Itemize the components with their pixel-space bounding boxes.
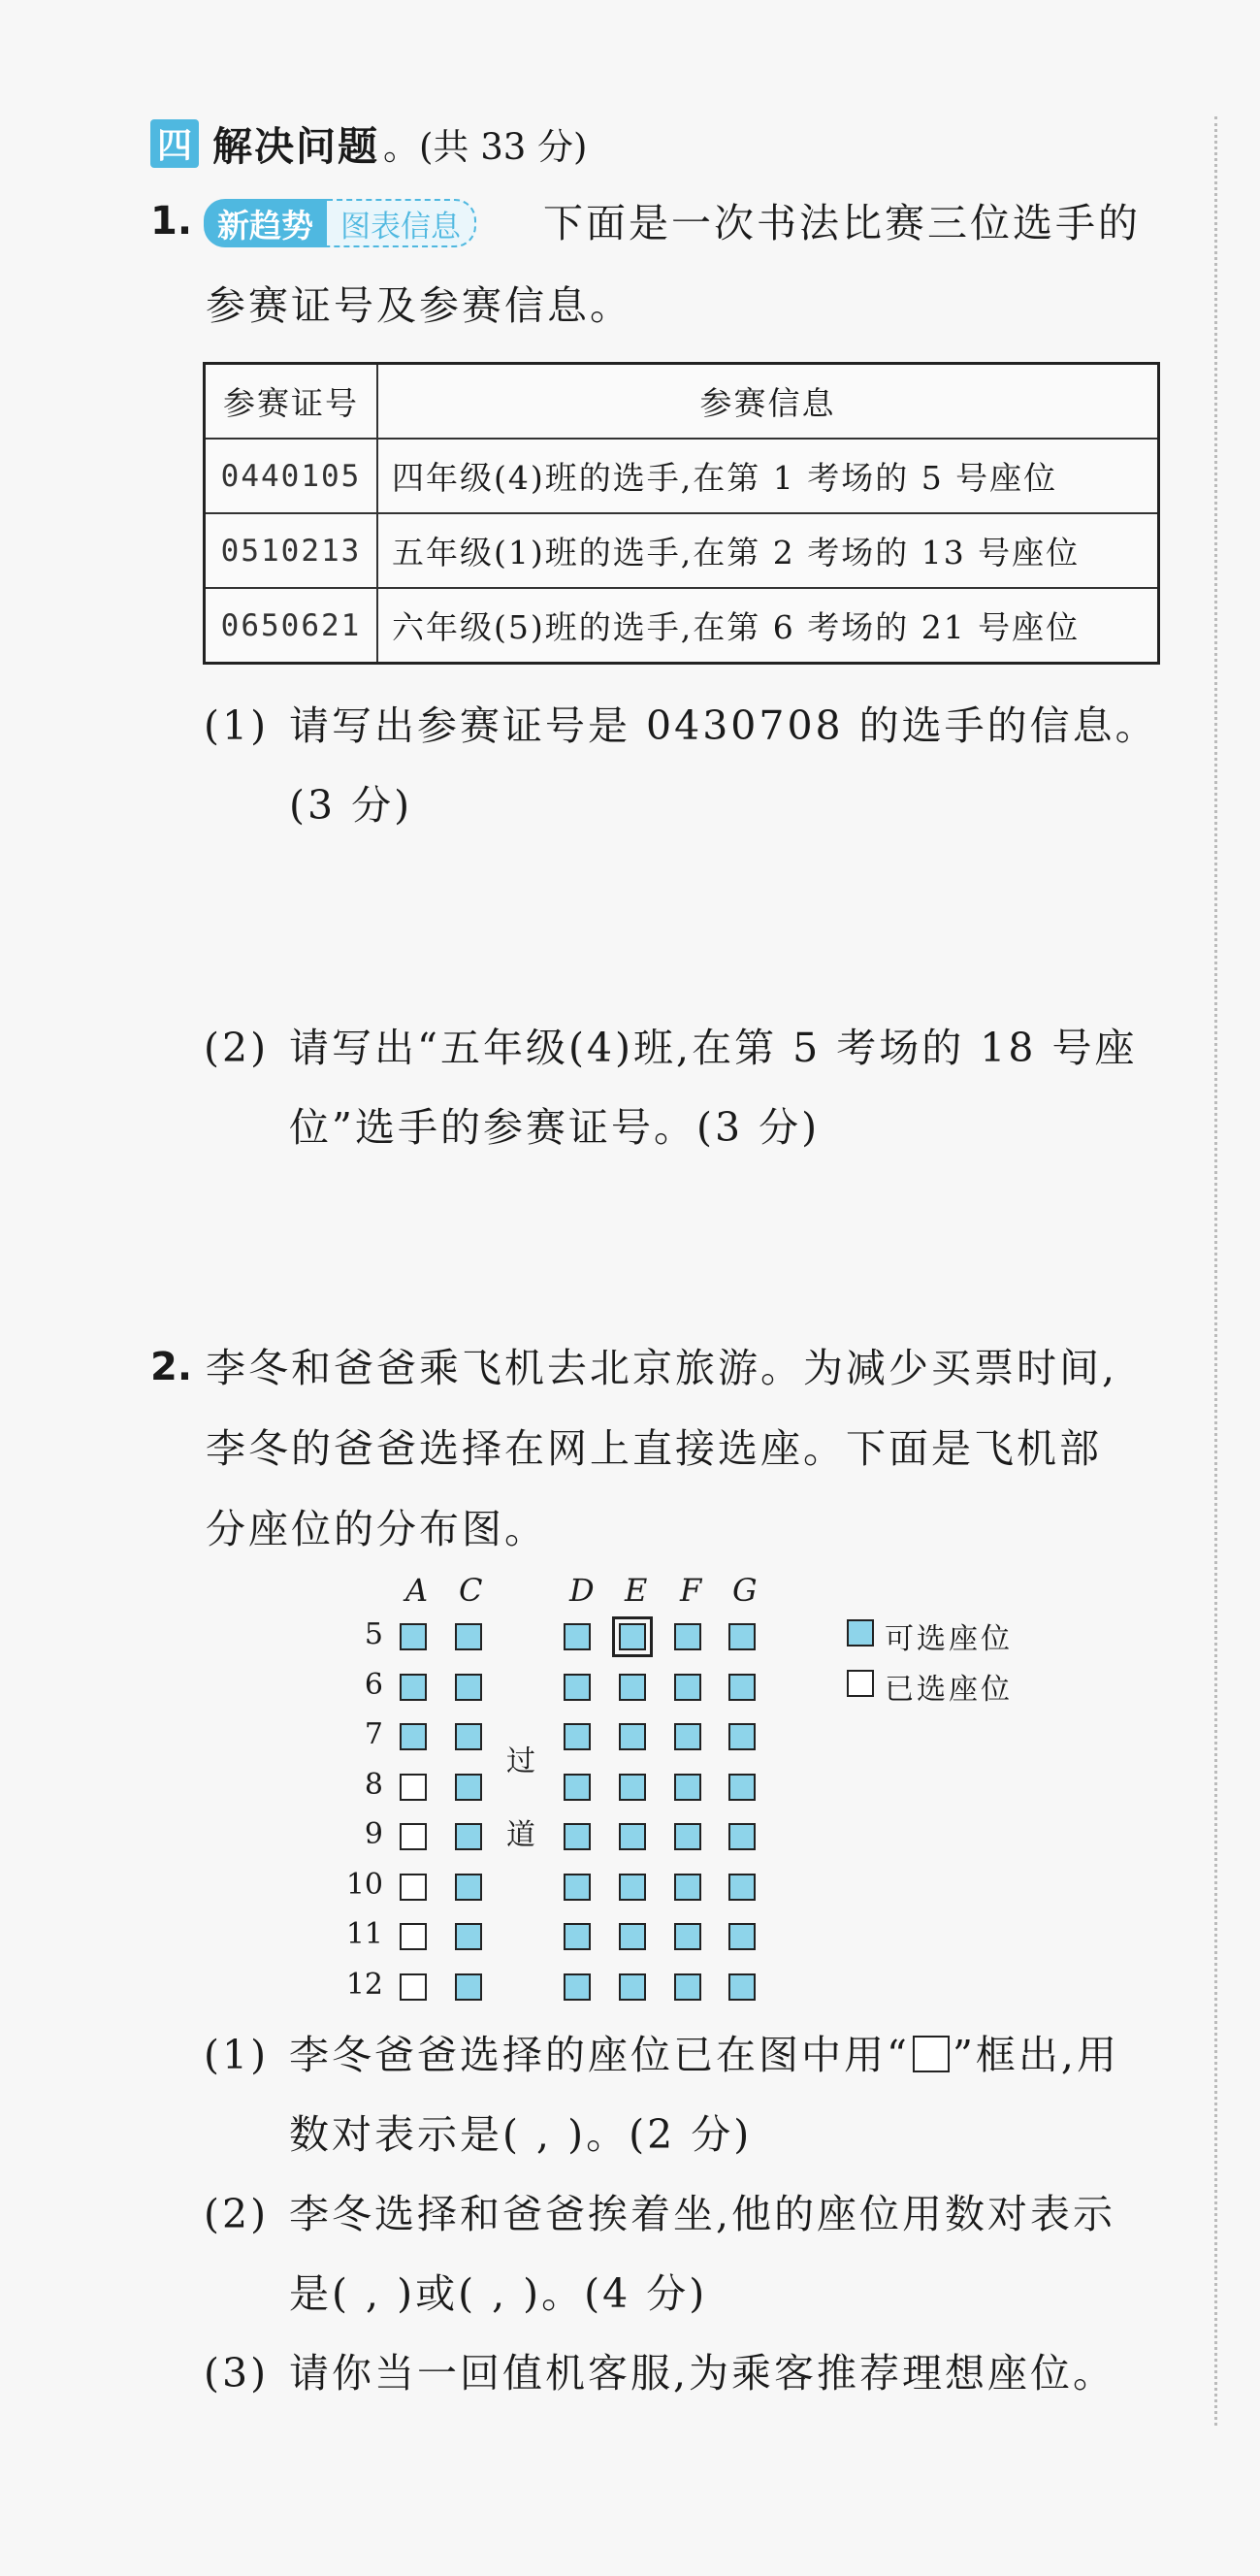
q1-part1-number: (1): [204, 702, 270, 749]
q2-part3-text: 请你当一回值机客服,为乘客推荐理想座位。: [289, 2350, 1116, 2397]
seat-taken: [400, 1774, 427, 1801]
seat-available: [455, 1874, 482, 1901]
aisle-label: 过: [506, 1745, 535, 1778]
seat-available: [564, 1923, 591, 1950]
inline-square-icon: [913, 2036, 950, 2072]
q2-part3: [204, 2344, 1115, 2402]
section-badge: 四: [150, 119, 199, 168]
q2-part2: [204, 2185, 1115, 2243]
q1-part2-text-line2: 位”选手的参赛证号。(3 分): [289, 1104, 821, 1151]
seat-available: [564, 1723, 591, 1750]
seat-available: [619, 1874, 646, 1901]
column-label: C: [459, 1572, 483, 1609]
seat-available: [674, 1623, 701, 1650]
seat-available: [455, 1723, 482, 1750]
q1-part1-score: (3 分): [289, 782, 413, 829]
section-header: [150, 114, 587, 172]
q2-text-line2: 李冬的爸爸选择在网上直接选座。下面是飞机部: [206, 1425, 1102, 1472]
q1-part2: [204, 1019, 1137, 1077]
q2-part2-answer-line: 是( , )或( , )。(4 分): [289, 2270, 708, 2317]
seat-available: [400, 1674, 427, 1701]
table-cell-code: 0440105: [205, 439, 378, 513]
q1-number: 1.: [150, 199, 193, 244]
seat-available: [619, 1973, 646, 2001]
legend-available-label: 可选座位: [885, 1622, 1013, 1656]
seat-available: [674, 1823, 701, 1850]
legend-taken-swatch: [847, 1670, 874, 1697]
table-cell-code: 0510213: [205, 513, 378, 588]
seat-available: [400, 1723, 427, 1750]
q1-text-line1: 下面是一次书法比赛三位选手的: [543, 200, 1141, 246]
seat-available: [619, 1723, 646, 1750]
seat-available: [455, 1973, 482, 2001]
section-title: 解决问题: [212, 123, 379, 170]
row-label: 7: [364, 1717, 383, 1751]
seat-available: [674, 1874, 701, 1901]
seat-available: [619, 1774, 646, 1801]
q2-part1-text-a: 李冬爸爸选择的座位已在图中用“: [289, 2032, 910, 2078]
q2-part2-text: 李冬选择和爸爸挨着坐,他的座位用数对表示: [289, 2191, 1116, 2237]
row-label: 9: [364, 1817, 383, 1851]
q2-part1-text-b: ”框出,用: [952, 2032, 1119, 2078]
contest-info-table: [203, 362, 1160, 665]
seat-available: [619, 1674, 646, 1701]
seat-available: [674, 1973, 701, 2001]
seat-available: [455, 1923, 482, 1950]
seat-taken: [400, 1874, 427, 1901]
column-label: E: [625, 1572, 648, 1609]
chart-info-tag-label: 图表信息: [327, 199, 476, 247]
seat-available: [400, 1623, 427, 1650]
seat-available: [564, 1674, 591, 1701]
table-row: [205, 588, 1159, 664]
aisle-label: 道: [506, 1818, 535, 1852]
trend-tag: [204, 199, 476, 247]
table-cell-info: 六年级(5)班的选手,在第 6 考场的 21 号座位: [377, 588, 1159, 664]
seat-available: [728, 1723, 756, 1750]
legend-available-swatch: [847, 1619, 874, 1647]
seat-available: [564, 1774, 591, 1801]
margin-dotted-line: [1214, 116, 1217, 2426]
q1-part1: [204, 697, 1158, 755]
table-cell-info: 四年级(4)班的选手,在第 1 考场的 5 号座位: [377, 439, 1159, 513]
q2-part1: [204, 2026, 1119, 2084]
row-label: 11: [345, 1917, 383, 1951]
q2-text-line1: 李冬和爸爸乘飞机去北京旅游。为减少买票时间,: [206, 1345, 1118, 1391]
seat-available: [728, 1923, 756, 1950]
seat-available: [564, 1823, 591, 1850]
row-label: 8: [364, 1768, 383, 1802]
table-row: [205, 439, 1159, 513]
seat-available: [674, 1774, 701, 1801]
q2-part1-answer-line: 数对表示是( , )。(2 分): [289, 2111, 753, 2158]
seat-available: [674, 1674, 701, 1701]
table-cell-code: 0650621: [205, 588, 378, 664]
q1-part2-text: 请写出“五年级(4)班,在第 5 考场的 18 号座: [289, 1025, 1138, 1071]
seat-taken: [400, 1923, 427, 1950]
row-label: 10: [345, 1868, 383, 1902]
seat-available: [674, 1923, 701, 1950]
seat-available: [728, 1623, 756, 1650]
seat-available: [728, 1674, 756, 1701]
q2-part2-number: (2): [204, 2191, 270, 2237]
seat-taken: [400, 1823, 427, 1850]
row-label: 6: [364, 1668, 383, 1702]
seat-available: [674, 1723, 701, 1750]
row-label: 5: [364, 1617, 383, 1651]
table-header-code: 参赛证号: [205, 364, 378, 440]
q2-text-line3: 分座位的分布图。: [206, 1506, 547, 1552]
q1-text-line2: 参赛证号及参赛信息。: [206, 282, 632, 329]
seat-available: [564, 1973, 591, 2001]
table-header-row: [205, 364, 1159, 440]
q1-part2-number: (2): [204, 1025, 270, 1071]
seat-available: [455, 1823, 482, 1850]
section-score: 。(共 33 分): [383, 125, 588, 168]
q2-number: 2.: [150, 1345, 193, 1389]
q2-part1-number: (1): [204, 2032, 270, 2078]
row-label: 12: [345, 1968, 383, 2002]
seat-available: [728, 1874, 756, 1901]
seat-available: [455, 1674, 482, 1701]
legend-taken-label: 已选座位: [885, 1673, 1013, 1707]
q1-part1-text: 请写出参赛证号是 0430708 的选手的信息。: [289, 702, 1158, 749]
seat-available: [619, 1823, 646, 1850]
column-label: F: [680, 1572, 702, 1609]
seat-taken: [400, 1973, 427, 2001]
seat-available: [455, 1623, 482, 1650]
seat-available: [564, 1874, 591, 1901]
q2-part3-number: (3): [204, 2350, 270, 2397]
seat-selected: [619, 1623, 646, 1650]
table-cell-info: 五年级(1)班的选手,在第 2 考场的 13 号座位: [377, 513, 1159, 588]
column-label: A: [405, 1572, 429, 1609]
seat-available: [619, 1923, 646, 1950]
table-row: [205, 513, 1159, 588]
seat-available: [564, 1623, 591, 1650]
seat-available: [728, 1823, 756, 1850]
column-label: G: [732, 1572, 758, 1609]
column-label: D: [569, 1572, 595, 1609]
table-header-info: 参赛信息: [377, 364, 1159, 440]
trend-tag-label: 新趋势: [204, 199, 327, 247]
seat-available: [728, 1774, 756, 1801]
seat-available: [455, 1774, 482, 1801]
seat-available: [728, 1973, 756, 2001]
